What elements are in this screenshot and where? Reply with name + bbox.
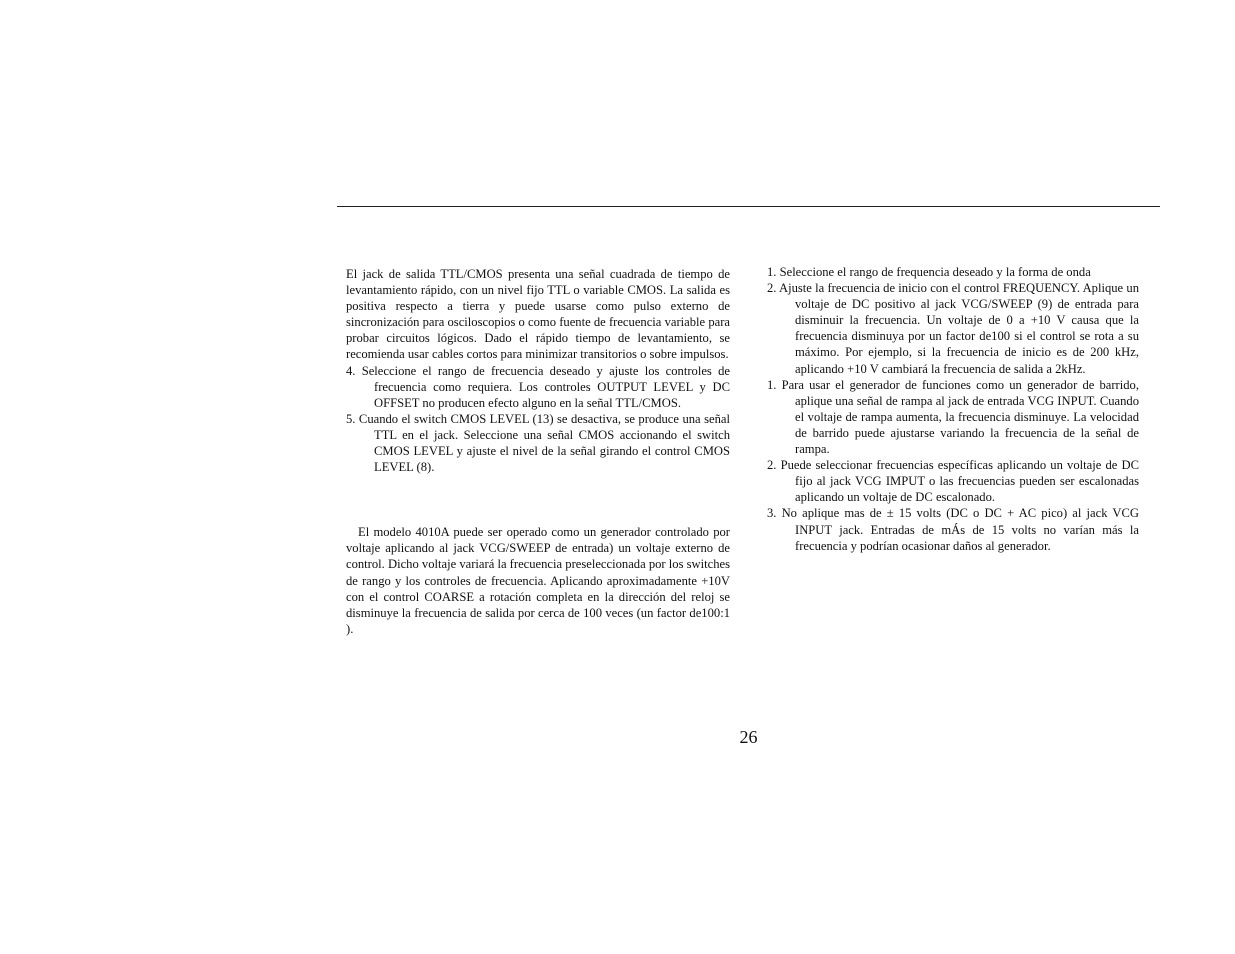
left-column [346, 266, 730, 637]
page-number-text: 26 [739, 727, 758, 747]
ttl-cmos-step-4: 4. Seleccione el rango de frecuencia deseado y ajuste los controles de frecuencia como requiera. Los controles OUTPUT LEVEL y DC OFFSET no producen efecto alguno en la señal TTL/CMOS. [346, 363, 730, 410]
vcg-step-1-select-range: 1. Seleccione el rango de frequencia deseado y la forma de onda [767, 265, 1091, 279]
section-spacer [346, 475, 730, 524]
vcg-operation-paragraph: El modelo 4010A puede ser operado como un generador controlado por voltaje aplicando al jack VCG/SWEEP de entrada) un voltaje externo de control. Dicho voltaje variará la frecuencia preseleccionada por los switches de rango y los controles de frecuencia. Aplicando aproximadamente +10V con el control COARSE a rotación completa en la dirección del reloj se disminuye la frecuencia de salida por cerca de 100 veces (un factor de100:1 ). [346, 525, 730, 636]
ttl-cmos-steps-list [346, 363, 730, 476]
ttl-cmos-step-5: 5. Cuando el switch CMOS LEVEL (13) se desactiva, se produce una señal TTL en el jack. Seleccione una señal CMOS accionando el switch CMOS LEVEL y ajuste el nivel de la señal girando el control CMOS LEVEL (8). [346, 411, 730, 475]
ttl-cmos-intro-paragraph: El jack de salida TTL/CMOS presenta una señal cuadrada de tiempo de levantamiento rápido, con un nivel fijo TTL o variable CMOS. La salida es positiva respecto a tierra y puede usarse como pulso externo de sincronización para osciloscopios o como fuente de frecuencia variable para probar circuitos lógicos. Dado el rápido tiempo de levantamiento, se recomienda usar cables cortos para minimizar transitorios o sobre impulsos. [346, 267, 730, 362]
header-rule [337, 206, 1160, 207]
sweep-step-1-ramp-signal: 1. Para usar el generador de funciones como un generador de barrido, aplique una señal de rampa al jack de entrada VCG INPUT. Cuando el voltaje de rampa aumenta, la frecuencia disminuye. La velocidad de barrido puede ajustarse variando la frecuencia de la señal de rampa. [767, 377, 1139, 457]
sweep-step-3-voltage-warning: 3. No aplique mas de ± 15 volts (DC o DC + AC pico) al jack VCG INPUT jack. Entradas de mÁs de 15 volts no varían más la frecuencia y podrían ocasionar daños al generador. [767, 506, 1139, 553]
sweep-step-2-stepped-voltage: 2. Puede seleccionar frecuencias específicas aplicando un voltaje de DC fijo al jack VCG IMPUT o las frecuencias pueden ser escalonadas aplicando un voltaje de DC escalonado. [767, 458, 1139, 505]
right-column [767, 264, 1139, 554]
page-number [0, 726, 1235, 748]
vcg-step-2-adjust-frequency: 2. Ajuste la frecuencia de inicio con el control FREQUENCY. Aplique un voltaje de DC positivo al jack VCG/SWEEP (9) de entrada para disminuir la frecuencia. Un voltaje de 0 a +10 V causa que la frecuencia disminuya por un factor de100 si el control se rota a su máximo. Por ejemplo, si la frecuencia de inicio es de 200 kHz, aplicando +10 V cambiará la frecuencia de salida a 2kHz. [767, 281, 1139, 376]
vcg-steps-list [767, 264, 1139, 554]
